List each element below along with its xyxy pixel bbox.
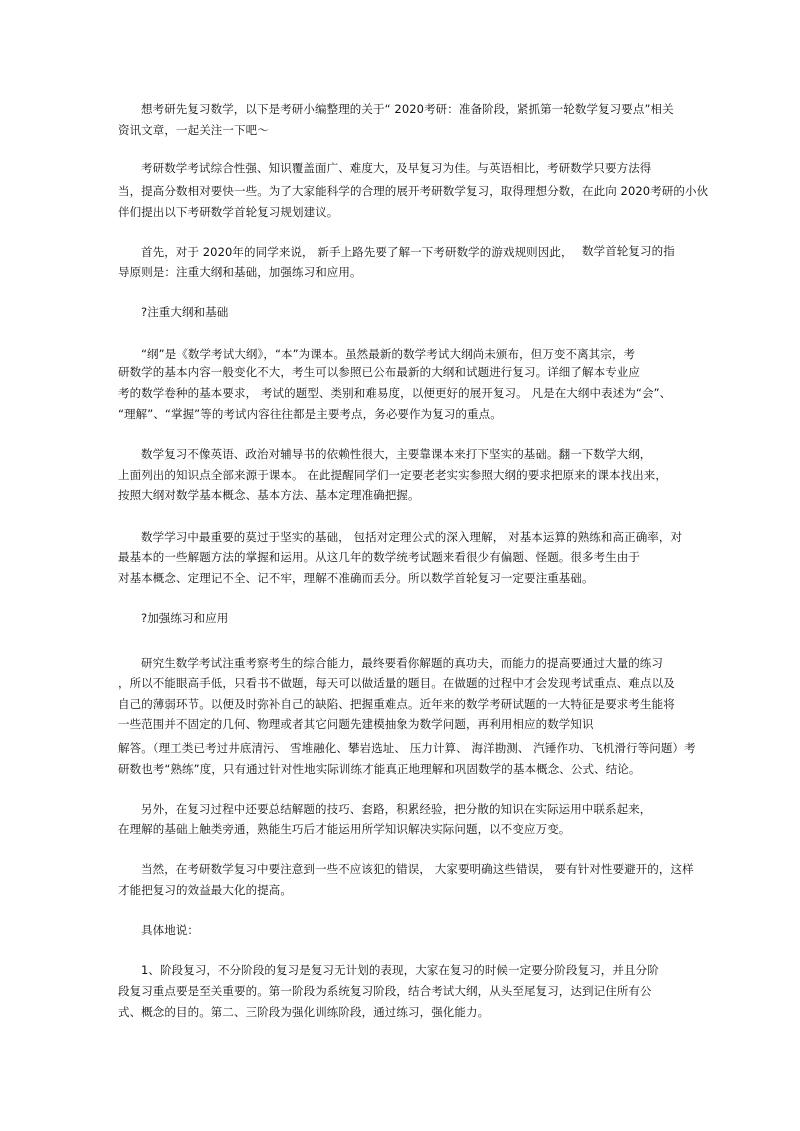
paragraph-line: 上面列出的知识点全部来源于课本。 在此提醒同学们一定要老老实实参照大纲的要求把原来的课本找出来，: [118, 468, 667, 482]
paragraph-line: 当，提高分数相对要快一些。为了大家能科学的合理的展开考研数学复习，取得理想分数，在此向 2020考研的小伙: [118, 184, 709, 198]
paragraph-line: 按照大纲对数学基本概念、基本方法、基本定理准确把握。: [118, 488, 420, 502]
paragraph-line: ，所以不能眼高手低，只看书不做题，每天可以做适量的题目。在做题的过程中才会发现考试重点、难点以及: [118, 676, 675, 690]
paragraph-line: 数学复习不像英语、政治对辅导书的依赖性很大，主要靠课本来打下坚实的基础。翻一下数学大纲，: [141, 447, 652, 461]
paragraph-line: 考研数学考试综合性强、知识覆盖面广、难度大，及早复习为佳。与英语相比，考研数学只要方法得: [141, 161, 652, 175]
paragraph-line: 当然，在考研数学复习中要注意到一些不应该犯的错误， 大家要明确这些错误， 要有针对性要避开的，这样: [141, 862, 694, 876]
paragraph-line: “纲”是《数学考试大纲》，“本”为课本。虽然最新的数学考试大纲尚未颁布，但万变不离其宗，考: [141, 347, 636, 361]
paragraph-line: 研究生数学考试注重考察考生的综合能力，最终要看你解题的真功夫，而能力的提高要通过大量的练习: [141, 656, 663, 670]
paragraph-line: 最基本的一些解题方法的掌握和运用。从这几年的数学统考试题来看很少有偏题、怪题。很多考生由于: [118, 550, 640, 564]
paragraph-line: 导原则是：注重大纲和基础，加强练习和应用。: [118, 265, 362, 279]
paragraph-line: 考的数学卷种的基本要求， 考试的题型、类别和难易度，以便更好的展开复习。 凡是在大纲中表述为“会”、: [118, 386, 672, 400]
section-heading-outline-and-basics: ?注重大纲和基础: [141, 305, 229, 319]
section-heading-practice-and-application: ?加强练习和应用: [141, 611, 229, 625]
paragraph-line: 段复习重点要是至关重要的。第一阶段为系统复习阶段，结合考试大纲，从头至尾复习，达到记住所有公: [118, 984, 652, 998]
paragraph-line: 式、概念的目的。第二、三阶段为强化训练阶段，通过练习，强化能力。: [118, 1005, 490, 1019]
paragraph-line: 具体地说：: [141, 923, 199, 937]
paragraph-line: 一些范围并不固定的几何、物理或者其它问题先建模抽象为数学问题，再利用相应的数学知识: [118, 717, 594, 731]
paragraph-line: 才能把复习的效益最大化的提高。: [118, 883, 292, 897]
intro-line-1: 想考研先复习数学，以下是考研小编整理的关于“ 2020考研：准备阶段，紧抓第一轮数学复习要点”相关: [141, 102, 674, 116]
paragraph-line: 数学首轮复习的指: [582, 244, 675, 258]
paragraph-line: 研数学的基本内容一般变化不大，考生可以参照已公布最新的大纲和试题进行复习。详细了解本专业应: [118, 365, 640, 379]
paragraph-line: 研数也考“熟练”度，只有通过针对性地实际训练才能真正地理解和巩固数学的基本概念、公式、结论。: [118, 762, 641, 776]
paragraph-line: 解答。（理工类已考过井底清污、 雪堆融化、攀岩选址、 压力计算、 海洋勘测、 汽锤作功、飞机滑行等问题）考: [118, 741, 696, 755]
paragraph-line: 对基本概念、定理记不全、记不牢，理解不准确而丢分。所以数学首轮复习一定要注重基础。: [118, 571, 594, 585]
paragraph-line: “理解”、“掌握”等的考试内容往往都是主要考点，务必要作为复习的重点。: [118, 407, 502, 421]
paragraph-line: 在理解的基础上触类旁通，熟能生巧后才能运用所学知识解决实际问题，以不变应万变。: [118, 822, 571, 836]
paragraph-line: 1、阶段复习，不分阶段的复习是复习无计划的表现，大家在复习的时候一定要分阶段复习，并且分阶: [141, 963, 659, 977]
paragraph-line: 首先，对于 2020年的同学来说， 新手上路先要了解一下考研数学的游戏规则因此，: [141, 245, 573, 259]
intro-line-2: 资讯文章，一起关注一下吧～: [118, 123, 269, 137]
paragraph-line: 数学学习中最重要的莫过于坚实的基础， 包括对定理公式的深入理解， 对基本运算的熟练和高正确率，对: [141, 530, 683, 544]
paragraph-line: 伴们提出以下考研数学首轮复习规划建议。: [118, 205, 339, 219]
paragraph-line: 自己的薄弱环节。以便及时弥补自己的缺陷、把握重难点。近年来的数学考研试题的一大特征是要求考生能将: [118, 697, 675, 711]
paragraph-line: 另外，在复习过程中还要总结解题的技巧、套路，积累经验，把分散的知识在实际运用中联系起来，: [141, 802, 652, 816]
